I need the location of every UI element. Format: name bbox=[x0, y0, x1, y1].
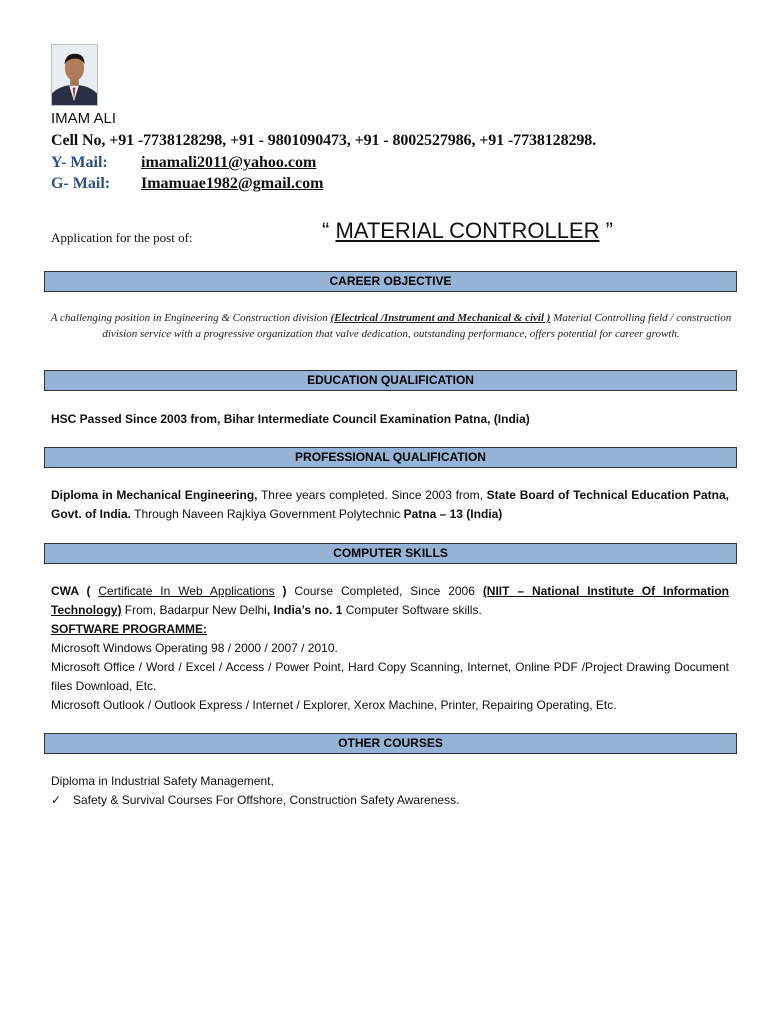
computer-skills-text bbox=[51, 582, 729, 715]
profile-photo bbox=[51, 44, 98, 106]
cwa-block bbox=[51, 584, 729, 617]
cwa-close: ) bbox=[274, 584, 287, 598]
software-heading: SOFTWARE PROGRAMME: bbox=[51, 622, 207, 636]
other-line-2-row bbox=[51, 791, 729, 810]
prof-text-2: Through Naveen Rajkiya Government Polytechnic bbox=[131, 507, 404, 521]
niit-name: (NIIT – National Institute Of Information Technology) bbox=[51, 584, 729, 617]
checkmark-icon: ✓ bbox=[51, 793, 62, 807]
cwa-text-2: From, Badarpur New Delhi bbox=[121, 603, 267, 617]
software-line-2: Microsoft Office / Word / Excel / Access / Power Point, Hard Copy Scanning, Internet, Online PDF /Project Drawing Document files Download, Etc. bbox=[51, 660, 729, 693]
prof-board: State Board of Technical Education Patna, Govt. of India. bbox=[51, 488, 729, 521]
other-line-1: Diploma in Industrial Safety Management, bbox=[51, 774, 274, 788]
prof-diploma: Diploma in Mechanical Engineering, bbox=[51, 488, 258, 502]
india-no1: , India’s no. 1 bbox=[266, 603, 343, 617]
ymail-label: Y- Mail: bbox=[51, 154, 108, 171]
objective-part2: Material Controlling field / construction division service with a progressive organization that valve dedication, outstanding performance, offers potential for career growth. bbox=[102, 312, 732, 340]
objective-emphasis: (Electrical /Instrument and Mechanical & civil ) bbox=[330, 312, 551, 324]
section-career-objective: CAREER OBJECTIVE bbox=[44, 271, 737, 292]
gmail-address[interactable]: Imamuae1982@gmail.com bbox=[141, 175, 324, 192]
post-title bbox=[322, 218, 613, 244]
cwa-text-1: Course Completed, Since 2006 bbox=[286, 584, 483, 598]
ymail-address[interactable]: imamali2011@yahoo.com bbox=[141, 154, 317, 171]
objective-part1: A challenging position in Engineering & Construction division bbox=[50, 312, 331, 324]
software-line-1: Microsoft Windows Operating 98 / 2000 / 2007 / 2010. bbox=[51, 641, 338, 655]
career-objective-text bbox=[48, 310, 734, 342]
post-name: MATERIAL CONTROLLER bbox=[335, 218, 600, 243]
application-label: Application for the post of: bbox=[51, 230, 193, 245]
education-text: HSC Passed Since 2003 from, Bihar Intermediate Council Examination Patna, (India) bbox=[51, 412, 530, 426]
other-courses-text bbox=[51, 772, 729, 810]
professional-text bbox=[51, 486, 729, 524]
section-professional: PROFESSIONAL QUALIFICATION bbox=[44, 447, 737, 468]
section-education: EDUCATION QUALIFICATION bbox=[44, 370, 737, 391]
other-line-2: Safety & Survival Courses For Offshore, Construction Safety Awareness. bbox=[73, 793, 460, 807]
quote-close: ” bbox=[599, 218, 613, 243]
gmail-label: G- Mail: bbox=[51, 175, 111, 192]
prof-text-1: Three years completed. Since 2003 from, bbox=[257, 488, 487, 502]
cwa-name: Certificate In Web Applications bbox=[98, 584, 275, 598]
quote-open: “ bbox=[322, 218, 336, 243]
prof-patna: Patna – 13 (India) bbox=[403, 507, 503, 521]
software-line-3: Microsoft Outlook / Outlook Express / Internet / Explorer, Xerox Machine, Printer, Repairing Operating, Etc. bbox=[51, 698, 617, 712]
cell-numbers: Cell No, +91 -7738128298, +91 - 9801090473, +91 - 8002527986, +91 -7738128298. bbox=[51, 132, 597, 149]
section-other-courses: OTHER COURSES bbox=[44, 733, 737, 754]
gmail-row bbox=[51, 175, 323, 193]
section-computer-skills: COMPUTER SKILLS bbox=[44, 543, 737, 564]
cwa-open: CWA ( bbox=[51, 584, 99, 598]
cwa-text-3: Computer Software skills. bbox=[342, 603, 482, 617]
candidate-name: IMAM ALI bbox=[51, 110, 117, 127]
yahoo-mail-row bbox=[51, 154, 316, 172]
